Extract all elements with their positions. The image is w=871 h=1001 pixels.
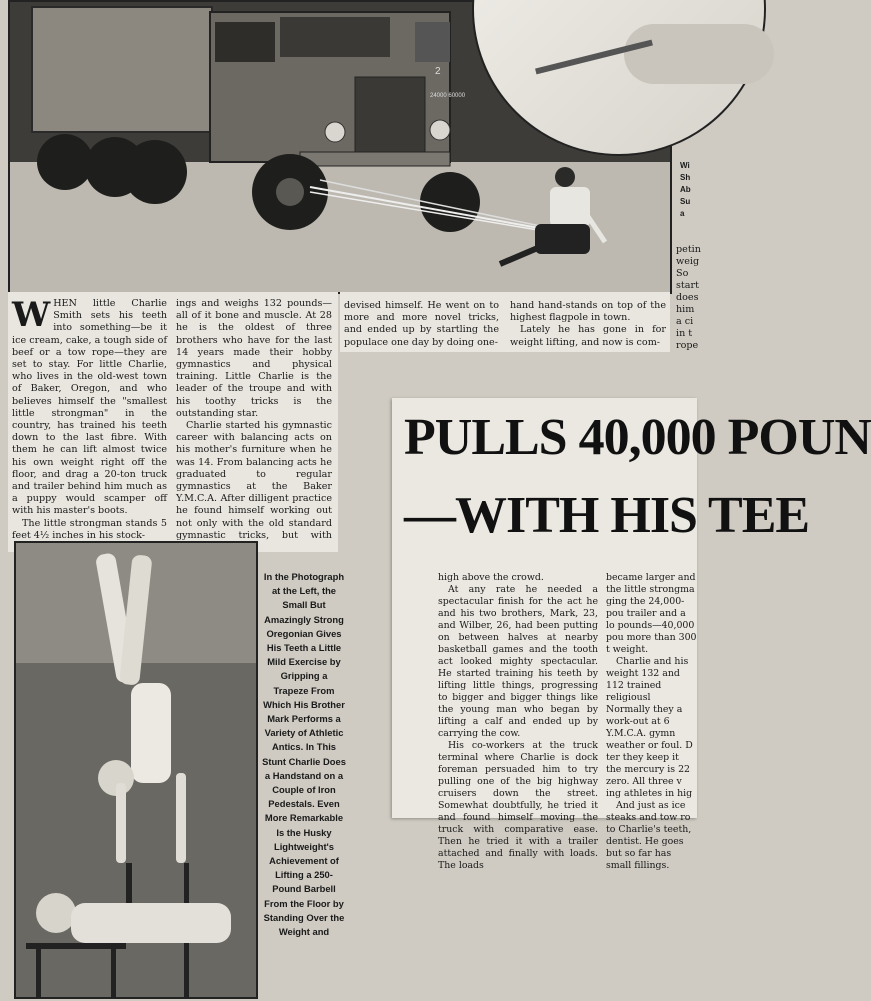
column-2-paragraph-2: Charlie started his gymnastic career with balancing acts on his mother's furniture when he was 14. From balancing acts he graduated to regular gymnastics at the Baker Y.M.C.A. After dilligent practice he found himself working out not only with the old standard gymnastic tricks, but with xyxy=(176,420,332,541)
inset-caption-fragment xyxy=(680,160,700,220)
article-column-2 xyxy=(176,298,332,554)
headline-line-2: —WITH HIS TEE xyxy=(404,487,810,544)
frag: weig xyxy=(676,256,700,267)
caption-frag: a xyxy=(680,209,685,218)
lower-column-1-p2: At any rate he needed a spectacular finish for the act he and his two brothers, Mark, 23, and Wilber, 26, had been putting on between halves at nearby basketball games and the tooth act looked mighty spectacular. He started training his teeth by lifting little things, progressing to bigger and bigger things like the young man who began by lifting a calf and ended up by carrying the cow. xyxy=(438,584,598,739)
column-4-paragraph-2: Lately he has gone in for weight lifting, and now is com- xyxy=(510,324,666,348)
lower-column-1-p3: His co-workers at the truck terminal where Charlie is dock foreman persuaded him to try pulling one of the big highway cruisers down the street. Somewhat doubtfully, he tried it and found himself moving the truck with comparative ease. Then he tried it with a trailer attached and finally with loads. The loads xyxy=(438,740,598,871)
frag: start xyxy=(676,280,699,291)
caption-frag: Sh xyxy=(680,173,691,182)
column-4-paragraph-1: hand hand-stands on top of the highest flagpole in town. xyxy=(510,300,666,324)
frag: him xyxy=(676,304,695,315)
column-3-paragraph-1: devised himself. He went on to more and more novel tricks, and ended up by startling the populace one day by doing one- xyxy=(344,300,499,348)
headline-line-1: PULLS 40,000 POUN xyxy=(404,409,871,466)
column-2-paragraph-1: ings and weighs 132 pounds—all of it bone and muscle. At 28 he is the oldest of three brothers who have for the last 14 years made their hobby gymnastics and physical training. Little Charlie is the leader of the troupe and with his toothy tricks is the outstanding star. xyxy=(176,298,332,419)
column-1-paragraph-2: The little strongman stands 5 feet 4½ inches in his stock- xyxy=(12,517,167,541)
lower-column-2-p1: became larger and the little strongma ging the 24,000-pou trailer and a lo pounds—40,000 pou more than 300 t weight. xyxy=(606,572,697,655)
article-column-4 xyxy=(510,300,666,349)
frag: rope xyxy=(676,340,699,351)
truck-door-number: 2 xyxy=(435,66,441,77)
gymnast-illustration xyxy=(16,543,256,997)
frag: So xyxy=(676,268,689,279)
caption-frag: Wi xyxy=(680,161,690,170)
lower-column-1 xyxy=(438,572,598,872)
frag: a ci xyxy=(676,316,694,327)
column-1-lead: HEN little Charlie Smith sets his teeth into something—be it ice cream, cake, a tough side of beef or a tow rope—they are set to stay. For little Charlie, who lives in the old-west town of Baker, Oregon, and who believes himself the "smallest little strongman" in the country, has trained his teeth down to the last fibre. With them he can lift almost twice his own weight right off the floor, and drag a 20-ton truck and trailer behind him much as a puppy would scamper off with his master's boots. xyxy=(12,298,167,517)
truck-plate: 24000 60000 xyxy=(430,93,466,99)
frag: petin xyxy=(676,244,701,255)
lower-column-2-p2: Charlie and his weight 132 and 112 trained religiousl Normally they a work-out at 6 Y.M.C.A. gymn weather or foul. D ter they keep it the mercury is 22 zero. All three v ing athletes in hig xyxy=(606,656,693,799)
article-column-3 xyxy=(344,300,499,349)
frag: in t xyxy=(676,328,693,339)
caption-frag: Ab xyxy=(680,185,691,194)
lower-column-1-p1: high above the crowd. xyxy=(438,572,544,583)
lower-column-2-p3: And just as ice steaks and tow ro to Charlie's teeth, dentist. He goes but so far has small fillings. xyxy=(606,800,692,871)
photo-caption: In the Photograph at the Left, the Small But Amazingly Strong Oregonian Gives His Teeth a Little Mild Exercise by Gripping a Trapeze From Which His Brother Mark Performs a Variety of Athletic Antics. In This Stunt Charlie Does a Handstand on a Couple of Iron Pedestals. Even More Remarkable Is the Husky Lightweight's Achievement of Lifting a 250-Pound Barbell From the Floor by Standing Over the Weight and xyxy=(262,571,346,938)
drop-cap: W xyxy=(12,295,51,335)
truck-photo xyxy=(8,0,672,294)
article-column-1 xyxy=(12,295,167,542)
caption-frag: Su xyxy=(680,197,691,206)
right-edge-fragments xyxy=(676,244,700,352)
frag: does xyxy=(676,292,699,303)
lower-column-2 xyxy=(606,572,697,871)
gymnast-photo xyxy=(14,541,258,999)
